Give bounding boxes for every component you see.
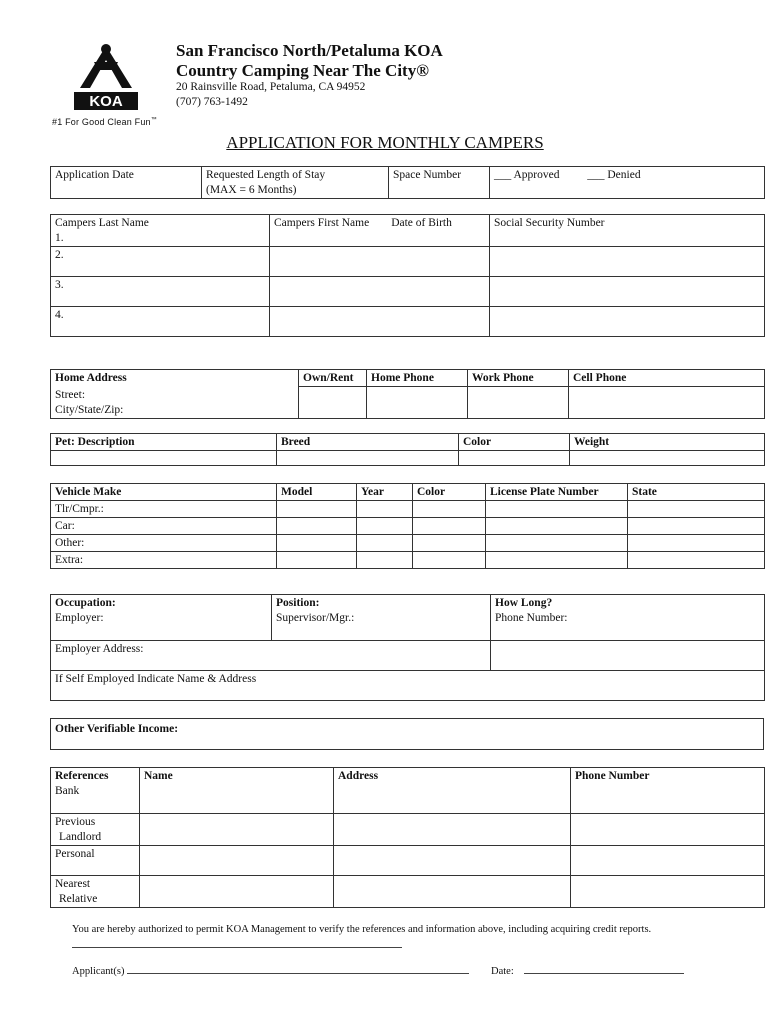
vehicle-row-trailer[interactable]: Tlr/Cmpr.: <box>51 501 277 518</box>
camper-ssn-4[interactable] <box>490 307 765 337</box>
vehicle-cell[interactable] <box>277 501 357 518</box>
org-tagline: Country Camping Near The City® <box>176 61 429 80</box>
home-address-field[interactable]: Street: City/State/Zip: <box>51 387 299 419</box>
ref-cell[interactable] <box>571 846 765 876</box>
cell-phone-field[interactable] <box>569 387 765 419</box>
vehicle-model-label: Model <box>277 484 357 501</box>
home-table <box>50 369 765 419</box>
camper-last-name-4[interactable]: 4. <box>51 307 270 337</box>
home-address-label: Home Address <box>51 370 299 387</box>
home-phone-field[interactable] <box>367 387 468 419</box>
koa-logo <box>70 40 142 116</box>
ref-previous-landlord[interactable]: Previous Landlord <box>51 814 140 846</box>
cell-phone-label: Cell Phone <box>569 370 765 387</box>
ref-cell[interactable] <box>571 814 765 846</box>
ref-personal[interactable]: Personal <box>51 846 140 876</box>
vehicle-cell[interactable] <box>277 535 357 552</box>
home-phone-label: Home Phone <box>367 370 468 387</box>
ref-phone-header: Phone Number <box>571 768 765 814</box>
vehicle-cell[interactable] <box>357 501 413 518</box>
how-long-field[interactable]: How Long? Phone Number: <box>491 595 765 641</box>
logo-slogan: #1 For Good Clean Fun™ <box>52 117 157 127</box>
ref-cell[interactable] <box>334 876 571 908</box>
application-date-field[interactable]: Application Date <box>51 167 202 199</box>
employer-phone-label: Phone Number: <box>495 612 568 624</box>
vehicle-row-extra[interactable]: Extra: <box>51 552 277 569</box>
pet-description-field[interactable] <box>51 451 277 466</box>
authorization-text: You are hereby authorized to permit KOA Management to verify the references and information above, including acquiring credit reports. <box>72 923 692 953</box>
camper-first-name-header[interactable]: Campers First Name Date of Birth <box>270 215 490 247</box>
vehicle-table <box>50 483 765 569</box>
camper-last-name-1[interactable]: Campers Last Name 1. <box>51 215 270 247</box>
approved-checkbox[interactable]: ___ Approved <box>494 169 560 181</box>
vehicle-cell[interactable] <box>413 501 486 518</box>
vehicle-cell[interactable] <box>486 518 628 535</box>
camper-first-name-3[interactable] <box>270 277 490 307</box>
camper-last-name-2[interactable]: 2. <box>51 247 270 277</box>
vehicle-year-label: Year <box>357 484 413 501</box>
employer-address-field[interactable]: Employer Address: <box>51 641 491 671</box>
employment-table <box>50 594 765 701</box>
ref-address-header: Address <box>334 768 571 814</box>
work-phone-label: Work Phone <box>468 370 569 387</box>
vehicle-cell[interactable] <box>413 552 486 569</box>
income-table <box>50 718 764 750</box>
dob-label: Date of Birth <box>391 217 452 229</box>
ref-cell[interactable] <box>334 814 571 846</box>
ref-cell[interactable] <box>140 876 334 908</box>
work-phone-field[interactable] <box>468 387 569 419</box>
employer-address-extra[interactable] <box>491 641 765 671</box>
logo-text: KOA <box>89 93 123 110</box>
pet-description-label: Pet: Description <box>51 434 277 451</box>
supervisor-label: Supervisor/Mgr.: <box>276 612 355 624</box>
pet-table <box>50 433 765 466</box>
vehicle-color-label: Color <box>413 484 486 501</box>
ssn-header[interactable]: Social Security Number <box>490 215 765 247</box>
ref-cell[interactable] <box>334 846 571 876</box>
vehicle-cell[interactable] <box>628 518 765 535</box>
org-name: San Francisco North/Petaluma KOA <box>176 41 443 60</box>
occupation-field[interactable]: Occupation: Employer: <box>51 595 272 641</box>
license-plate-label: License Plate Number <box>486 484 628 501</box>
org-address: 20 Rainsville Road, Petaluma, CA 94952 <box>176 81 366 93</box>
vehicle-cell[interactable] <box>357 535 413 552</box>
vehicle-row-other[interactable]: Other: <box>51 535 277 552</box>
requested-stay-field[interactable]: Requested Length of Stay (MAX = 6 Months) <box>202 167 389 199</box>
references-table <box>50 767 765 908</box>
ref-name-header: Name <box>140 768 334 814</box>
position-field[interactable]: Position: Supervisor/Mgr.: <box>272 595 491 641</box>
pet-color-field[interactable] <box>459 451 570 466</box>
ref-cell[interactable] <box>140 814 334 846</box>
vehicle-row-car[interactable]: Car: <box>51 518 277 535</box>
camper-first-name-4[interactable] <box>270 307 490 337</box>
application-table <box>50 166 765 199</box>
org-phone: (707) 763-1492 <box>176 96 248 108</box>
ref-nearest-relative[interactable]: Nearest Relative <box>51 876 140 908</box>
vehicle-cell[interactable] <box>628 501 765 518</box>
vehicle-cell[interactable] <box>357 552 413 569</box>
employer-label: Employer: <box>55 612 104 624</box>
date-line[interactable]: Date: <box>491 963 684 977</box>
pet-weight-label: Weight <box>570 434 765 451</box>
camper-ssn-2[interactable] <box>490 247 765 277</box>
own-rent-label: Own/Rent <box>299 370 367 387</box>
vehicle-cell[interactable] <box>486 501 628 518</box>
form-title: APPLICATION FOR MONTHLY CAMPERS <box>226 133 544 152</box>
vehicle-cell[interactable] <box>628 552 765 569</box>
vehicle-cell[interactable] <box>357 518 413 535</box>
camper-last-name-3[interactable]: 3. <box>51 277 270 307</box>
vehicle-cell[interactable] <box>277 518 357 535</box>
vehicle-cell[interactable] <box>628 535 765 552</box>
vehicle-cell[interactable] <box>413 518 486 535</box>
other-income-field[interactable]: Other Verifiable Income: <box>51 719 764 750</box>
pet-breed-label: Breed <box>277 434 459 451</box>
vehicle-cell[interactable] <box>486 535 628 552</box>
ref-bank[interactable]: References Bank <box>51 768 140 814</box>
camper-ssn-3[interactable] <box>490 277 765 307</box>
pet-weight-field[interactable] <box>570 451 765 466</box>
vehicle-cell[interactable] <box>486 552 628 569</box>
camper-first-name-2[interactable] <box>270 247 490 277</box>
self-employed-field[interactable]: If Self Employed Indicate Name & Address <box>51 671 765 701</box>
pet-color-label: Color <box>459 434 570 451</box>
vehicle-cell[interactable] <box>277 552 357 569</box>
space-number-field[interactable]: Space Number <box>389 167 490 199</box>
own-rent-field[interactable] <box>299 387 367 419</box>
campers-table <box>50 214 765 337</box>
ref-cell[interactable] <box>571 876 765 908</box>
denied-checkbox[interactable]: ___ Denied <box>587 169 641 181</box>
vehicle-cell[interactable] <box>413 535 486 552</box>
approval-status[interactable] <box>490 167 765 199</box>
vehicle-make-label: Vehicle Make <box>51 484 277 501</box>
vehicle-state-label: State <box>628 484 765 501</box>
applicant-signature-line[interactable]: Applicant(s) <box>72 963 469 977</box>
pet-breed-field[interactable] <box>277 451 459 466</box>
ref-cell[interactable] <box>140 846 334 876</box>
